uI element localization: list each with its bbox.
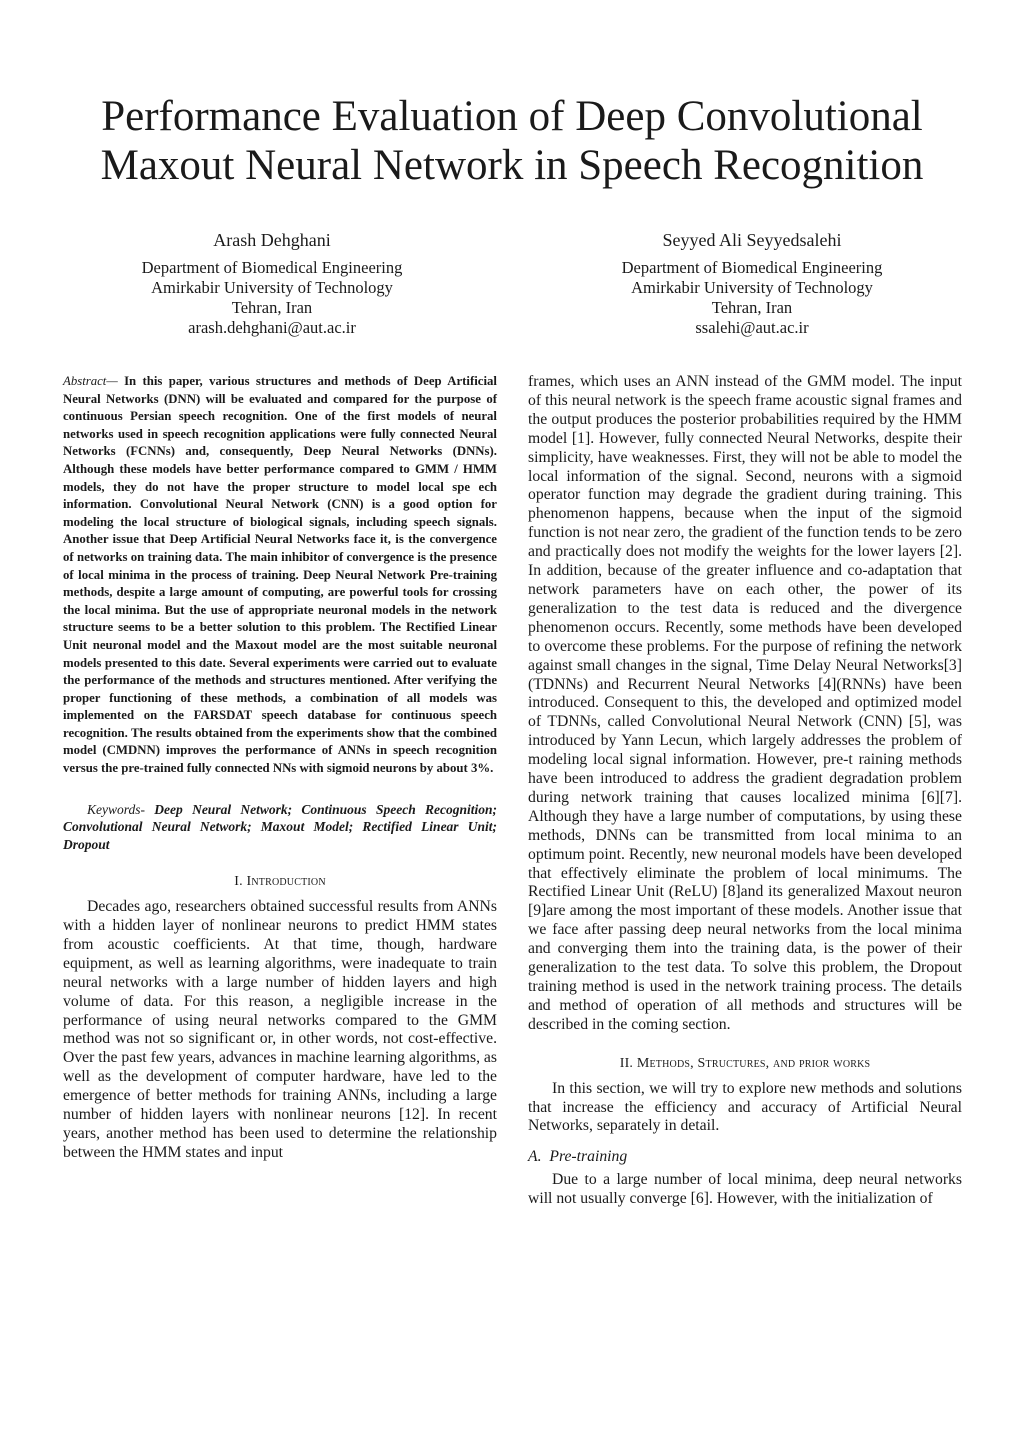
author-name: Seyyed Ali Seyyedsalehi	[662, 230, 842, 250]
title-line-2: Maxout Neural Network in Speech Recognition	[100, 142, 924, 189]
abstract-label: Abstract—	[63, 374, 118, 388]
abstract-text: In this paper, various structures and methods of Deep Artificial Neural Networks (DNN) will be evaluated and compared for the purpose of continuous Persian speech recognition. One of the first models of neural networks used in speech recognition applications were fully connected Neural Networks (FCNNs) and, consequently, Deep Neural Networks (DNNs). Although these models have better performance compared to GMM / HMM models, they do not have the proper structure to model local spe ech information. Convolutional Neural Network (CNN) is a good option for modeling the local structure of biological signals, including speech signals. Another issue that Deep Artificial Neural Networks face it, is the convergence of networks on training data. The main inhibitor of convergence is the presence of local minima in the process of training. Deep Neural Network Pre-training methods, despite a large amount of computing, are powerful tools for crossing the local minima. But the use of appropriate neuronal models in the network structure seems to be a better solution to this problem. The Rectified Linear Unit neuronal model and the Maxout model are the most suitable neuronal models presented to this date. Several experiments were carried out to evaluate the performance of the methods and structures mentioned. After verifying the proper functioning of these methods, a combination of all models was implemented on the FARSDAT speech database for continuous speech recognition. The results obtained from the experiments show that the combined model (CMDNN) improves the performance of ANNs in speech recognition versus the pre-trained fully connected NNs with sigmoid neurons by about 3%.	[63, 374, 497, 776]
author-email: ssalehi@aut.ac.ir	[695, 318, 809, 337]
keywords-label: Keywords-	[87, 801, 145, 817]
section-heading-introduction	[63, 873, 497, 892]
subsection-label: A.	[528, 1148, 542, 1166]
author-name: Arash Dehghani	[213, 230, 331, 250]
author-email: arash.dehghani@aut.ac.ir	[188, 318, 356, 337]
section-number: II.	[619, 1055, 634, 1071]
intro-continuation-paragraph: frames, which uses an ANN instead of the GMM model. The input of this neural network is the speech frame acoustic signal frames and the output produces the posterior probabilities required by the HMM model [1]. However, fully connected Neural Networks, despite their simplicity, have weaknesses. First, they will not be able to model the local information of the signal. Second, neurons with a sigmoid operator function may degrade the gradient during training. This phenomenon happens, because when the input of the sigmoid function is not near zero, the gradient of the function tends to be zero and practically does not modify the weights for the lower layers [2]. In addition, because of the greater influence and co-adaptation that network parameters have on each other, the power of its generalization to the test data is reduced and the divergence phenomenon occurs. Recently, some methods have been developed to overcome these problems. For the purpose of refining the network against small changes in the signal, Time Delay Neural Networks[3] (TDNNs) and Recurrent Neural Networks [4](RNNs) have been introduced. Consequent to this, the developed and optimized model of TDNNs, called Convolutional Neural Network (CNN) [5], was introduced by Yann Lecun, which largely addresses the problem of modeling local signal information. However, pre-t raining methods have been introduced to address the gradient degradation problem during network training that causes localized minima [6][7]. Although they have a large number of computations, by using these methods, DNNs can be transmitted from local minima to an optimum point. Recently, new neuronal models have been developed that effectively eliminate the problem of local minimums. The Rectified Linear Unit (ReLU) [8]and its generalized Maxout neuron [9]are among the most important of these models. Another issue that we face after passing deep neural networks from the local minima and converging them into the training data, is the power of their generalization to the test data. To solve this problem, the Dropout training method is used in the network training process. The details and method of operation of all methods and structures will be described in the coming section.	[528, 373, 962, 1033]
author-department: Department of Biomedical Engineering	[141, 258, 403, 277]
author-location: Tehran, Iran	[231, 298, 313, 317]
author-university: Amirkabir University of Technology	[631, 278, 873, 297]
keywords	[63, 801, 497, 854]
subsection-heading-pretraining	[528, 1148, 962, 1167]
author-block-2	[572, 230, 932, 338]
author-location: Tehran, Iran	[711, 298, 793, 317]
paper-title	[60, 92, 964, 190]
keywords-text: Deep Neural Network; Continuous Speech Recognition; Convolutional Neural Network; Maxout Model; Rectified Linear Unit; Dropout	[63, 801, 497, 852]
author-block-1	[92, 230, 452, 338]
abstract	[63, 373, 497, 778]
left-column	[63, 373, 497, 1163]
pretraining-paragraph: Due to a large number of local minima, deep neural networks will not usually converge [6]. However, with the initialization of	[528, 1171, 962, 1208]
section-number: I.	[234, 874, 243, 890]
section-heading-methods	[528, 1055, 962, 1074]
title-line-1: Performance Evaluation of Deep Convolutional	[101, 93, 923, 140]
right-column	[528, 373, 962, 1209]
subsection-title: Pre-training	[549, 1148, 628, 1166]
author-university: Amirkabir University of Technology	[151, 278, 393, 297]
section-title: Methods, Structures, and prior works	[636, 1055, 871, 1071]
methods-paragraph: In this section, we will try to explore new methods and solutions that increase the efficiency and accuracy of Artificial Neural Networks, separately in detail.	[528, 1079, 962, 1135]
author-department: Department of Biomedical Engineering	[621, 258, 883, 277]
section-title: Introduction	[246, 874, 326, 890]
intro-paragraph: Decades ago, researchers obtained successful results from ANNs with a hidden layer of nonlinear neurons to predict HMM states from acoustic coefficients. At that time, though, hardware equipment, as well as learning algorithms, were inadequate to train neural networks with a large number of hidden layers and high volume of data. For this reason, a negligible increase in the performance of using neural networks compared to the GMM method was not so significant or, in other words, not cost-effective. Over the past few years, advances in machine learning algorithms, as well as the development of computer hardware, have led to the emergence of better methods for training ANNs, including a large number of hidden layers with nonlinear neurons [12]. In recent years, another method has been used to determine the relationship between the HMM states and input	[63, 898, 497, 1161]
